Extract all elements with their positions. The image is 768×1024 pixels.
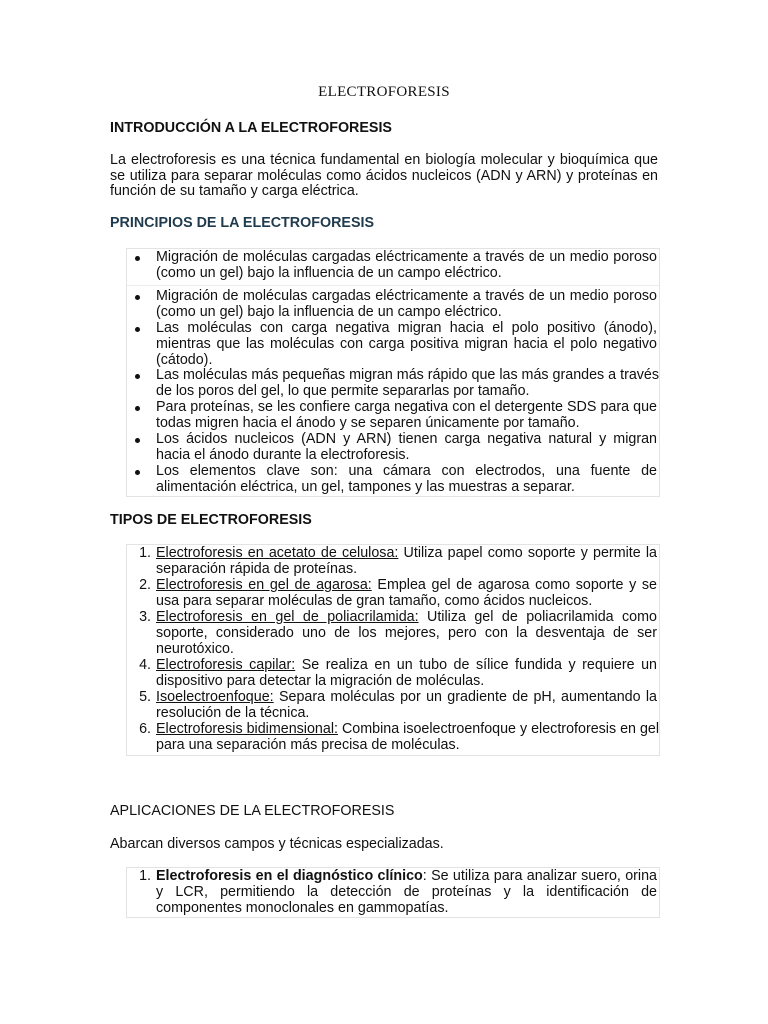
item-line [156,546,657,562]
intro-heading: INTRODUCCIÓN A LA ELECTROFORESIS [110,120,392,136]
applications-intro: Abarcan diversos campos y técnicas especializadas. [110,836,444,852]
principles-heading: PRINCIPIOS DE LA ELECTROFORESIS [110,215,374,231]
item-line: usa para separar moléculas de gran tamaño, como ácidos nucleicos. [156,592,593,609]
applications-list [126,867,660,918]
item-line [156,658,657,674]
bullet-icon [135,470,140,475]
item-line: (cátodo). [156,351,213,368]
bullet-icon [135,295,140,300]
item-text: Separa moléculas por un gradiente de pH, aumentando la [273,689,657,705]
item-line: y LCR, permitiendo la detección de proteínas y la identificación de [156,883,657,900]
types-heading: TIPOS DE ELECTROFORESIS [110,512,312,528]
bullet-icon [135,374,140,379]
item-line: Las moléculas más pequeñas migran más rápido que las más grandes a través [156,367,660,383]
item-text: Utiliza gel de poliacrilamida como [418,609,657,625]
item-text: Combina isoelectroenfoque y electroforesis en gel [337,721,660,737]
item-line: Migración de moléculas cargadas eléctricamente a través de un medio poroso [156,249,657,265]
item-line: todas migren hacia el ánodo y se separen únicamente por tamaño. [156,414,580,431]
item-text: Se realiza en un tubo de sílice fundida y requiere un [295,657,657,673]
item-number: 1. [139,868,151,884]
item-number: 4. [139,657,151,673]
item-line: (como un gel) bajo la influencia de un campo eléctrico. [156,303,502,320]
item-line: para una separación más precisa de moléculas. [156,736,460,753]
intro-line: La electroforesis es una técnica fundamental en biología molecular y bioquímica que [110,152,658,168]
item-line: alimentación eléctrica, un gel, tampones y las muestras a separar. [156,478,575,495]
applications-heading: APLICACIONES DE LA ELECTROFORESIS [110,803,395,819]
item-line: Los elementos clave son: una cámara con electrodos, una fuente de [156,463,657,479]
item-line: separación rápida de proteínas. [156,560,358,577]
bullet-icon [135,327,140,332]
item-line: mientras que las moléculas con carga positiva migran hacia el polo negativo [156,335,657,352]
item-line [156,578,657,594]
item-term: Electroforesis bidimensional: [156,721,338,737]
item-line [156,869,657,885]
item-text: Emplea gel de agarosa como soporte y se [371,577,658,593]
bullet-icon [135,438,140,443]
item-term: Electroforesis en acetato de celulosa: [156,545,399,561]
bullet-icon [135,406,140,411]
item-text: Utiliza papel como soporte y permite la [398,545,657,561]
item-line: Migración de moléculas cargadas eléctricamente a través de un medio poroso [156,288,657,304]
item-line: Los ácidos nucleicos (ADN y ARN) tienen carga negativa natural y migran [156,431,657,447]
intro-line: función de su tamaño y carga eléctrica. [110,183,359,200]
item-line: Las moléculas con carga negativa migran hacia el polo positivo (ánodo), [156,320,657,336]
item-line: neurotóxico. [156,640,234,657]
item-number: 5. [139,689,151,705]
item-number: 6. [139,721,151,737]
item-number: 3. [139,609,151,625]
item-term: Electroforesis capilar: [156,657,296,673]
bullet-icon [135,256,140,261]
intro-line: se utiliza para separar moléculas como ácidos nucleicos (ADN y ARN) y proteínas en [110,167,658,184]
item-number: 1. [139,545,151,561]
item-line: componentes monoclonales en gammopatías. [156,899,449,916]
item-line [156,690,657,706]
item-line: dispositivo para detectar la migración de moléculas. [156,672,485,689]
item-term: Isoelectroenfoque: [156,689,274,705]
item-term: Electroforesis en el diagnóstico clínico [156,868,423,884]
item-line: (como un gel) bajo la influencia de un campo eléctrico. [156,264,502,281]
intro-paragraph [110,153,658,200]
item-line: soporte, considerado uno de los mejores, pero con la desventaja de ser [156,624,657,641]
item-line: Para proteínas, se les confiere carga negativa con el detergente SDS para que [156,399,657,415]
item-line: de los poros del gel, lo que permite separarlas por tamaño. [156,382,530,399]
item-line: resolución de la técnica. [156,704,310,721]
item-number: 2. [139,577,151,593]
principles-list [126,248,660,497]
item-line [156,721,660,738]
item-text: : Se utiliza para analizar suero, orina [422,868,657,884]
document-title: ELECTROFORESIS [318,84,450,100]
item-line: hacia el ánodo durante la electroforesis. [156,446,410,463]
item-term: Electroforesis en gel de poliacrilamida: [156,609,419,625]
types-list [126,544,660,756]
item-term: Electroforesis en gel de agarosa: [156,577,372,593]
item-line [156,610,657,626]
